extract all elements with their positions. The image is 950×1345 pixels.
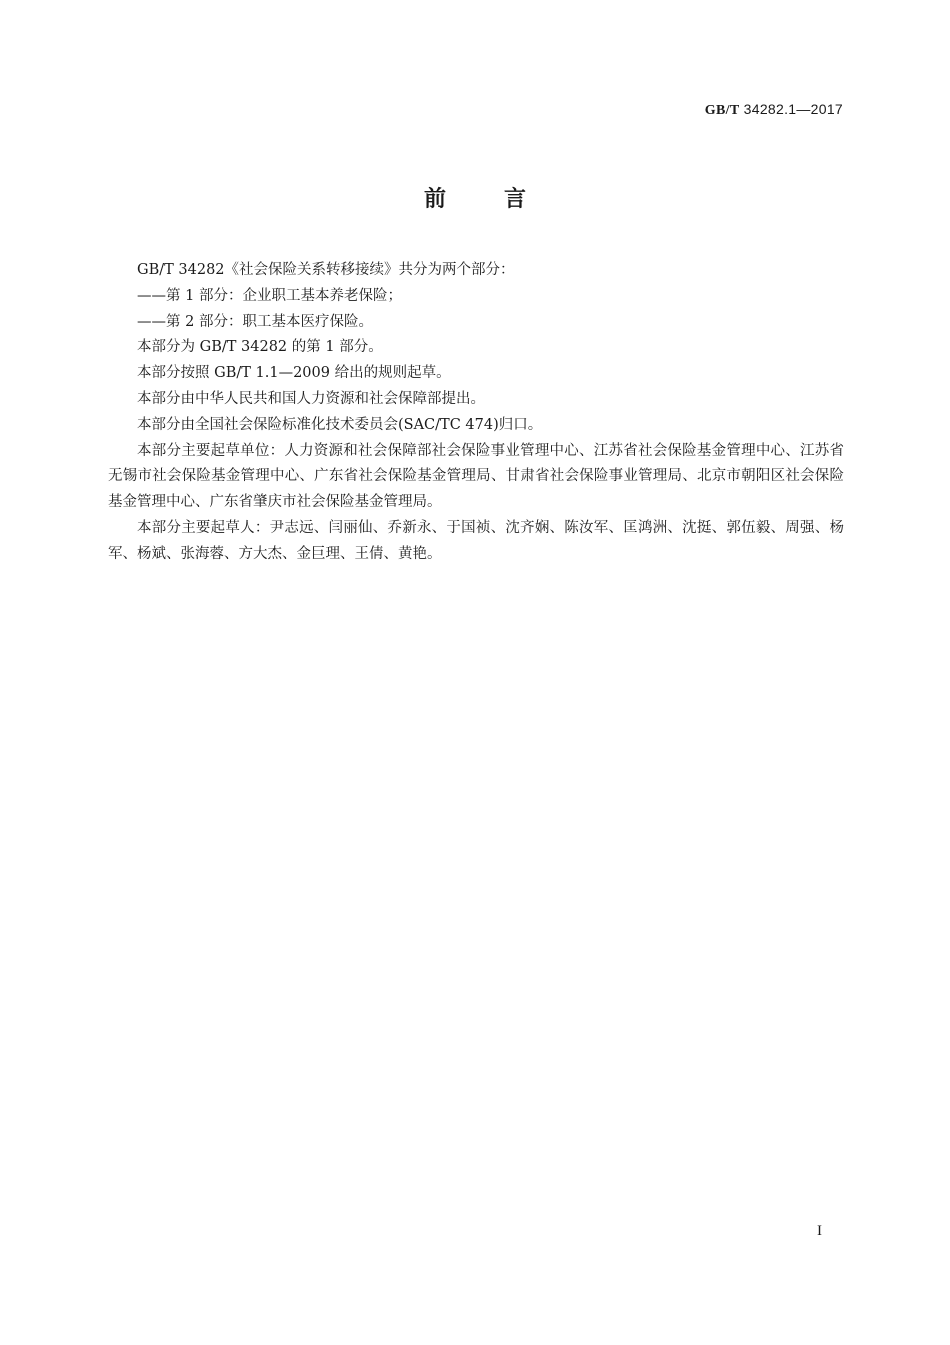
foreword-body bbox=[108, 258, 844, 568]
paragraph-drafters: 本部分主要起草人：尹志远、闫丽仙、乔新永、于国祯、沈齐娴、陈汝军、匡鸿洲、沈挺、郭伍毅、周强、杨军、杨斌、张海蓉、方大杰、金巨理、王倩、黄艳。 bbox=[108, 519, 844, 562]
paragraph-part2: ——第 2 部分：职工基本医疗保险。 bbox=[137, 313, 373, 330]
paragraph-drafting-units: 本部分主要起草单位：人力资源和社会保障部社会保险事业管理中心、江苏省社会保险基金管理中心、江苏省无锡市社会保险基金管理中心、广东省社会保险基金管理局、甘肃省社会保险事业管理局、北京市朝阳区社会保险基金管理中心、广东省肇庆市社会保险基金管理局。 bbox=[108, 442, 844, 511]
paragraph-proposer: 本部分由中华人民共和国人力资源和社会保障部提出。 bbox=[137, 390, 485, 407]
paragraph-rules: 本部分按照 GB/T 1.1—2009 给出的规则起草。 bbox=[137, 365, 451, 382]
standard-code-number: 34282.1—2017 bbox=[739, 101, 843, 117]
paragraph-part1: ——第 1 部分：企业职工基本养老保险； bbox=[137, 287, 402, 304]
standard-code-prefix: GB/T bbox=[704, 103, 740, 118]
standard-code bbox=[705, 101, 843, 119]
page-title: 前言 bbox=[423, 187, 584, 212]
paragraph-intro: GB/T 34282《社会保险关系转移接续》共分为两个部分： bbox=[137, 262, 515, 278]
page-number: I bbox=[817, 1223, 822, 1239]
paragraph-scope: 本部分为 GB/T 34282 的第 1 部分。 bbox=[137, 339, 383, 356]
paragraph-committee: 本部分由全国社会保险标准化技术委员会(SAC/TC 474)归口。 bbox=[137, 416, 543, 433]
